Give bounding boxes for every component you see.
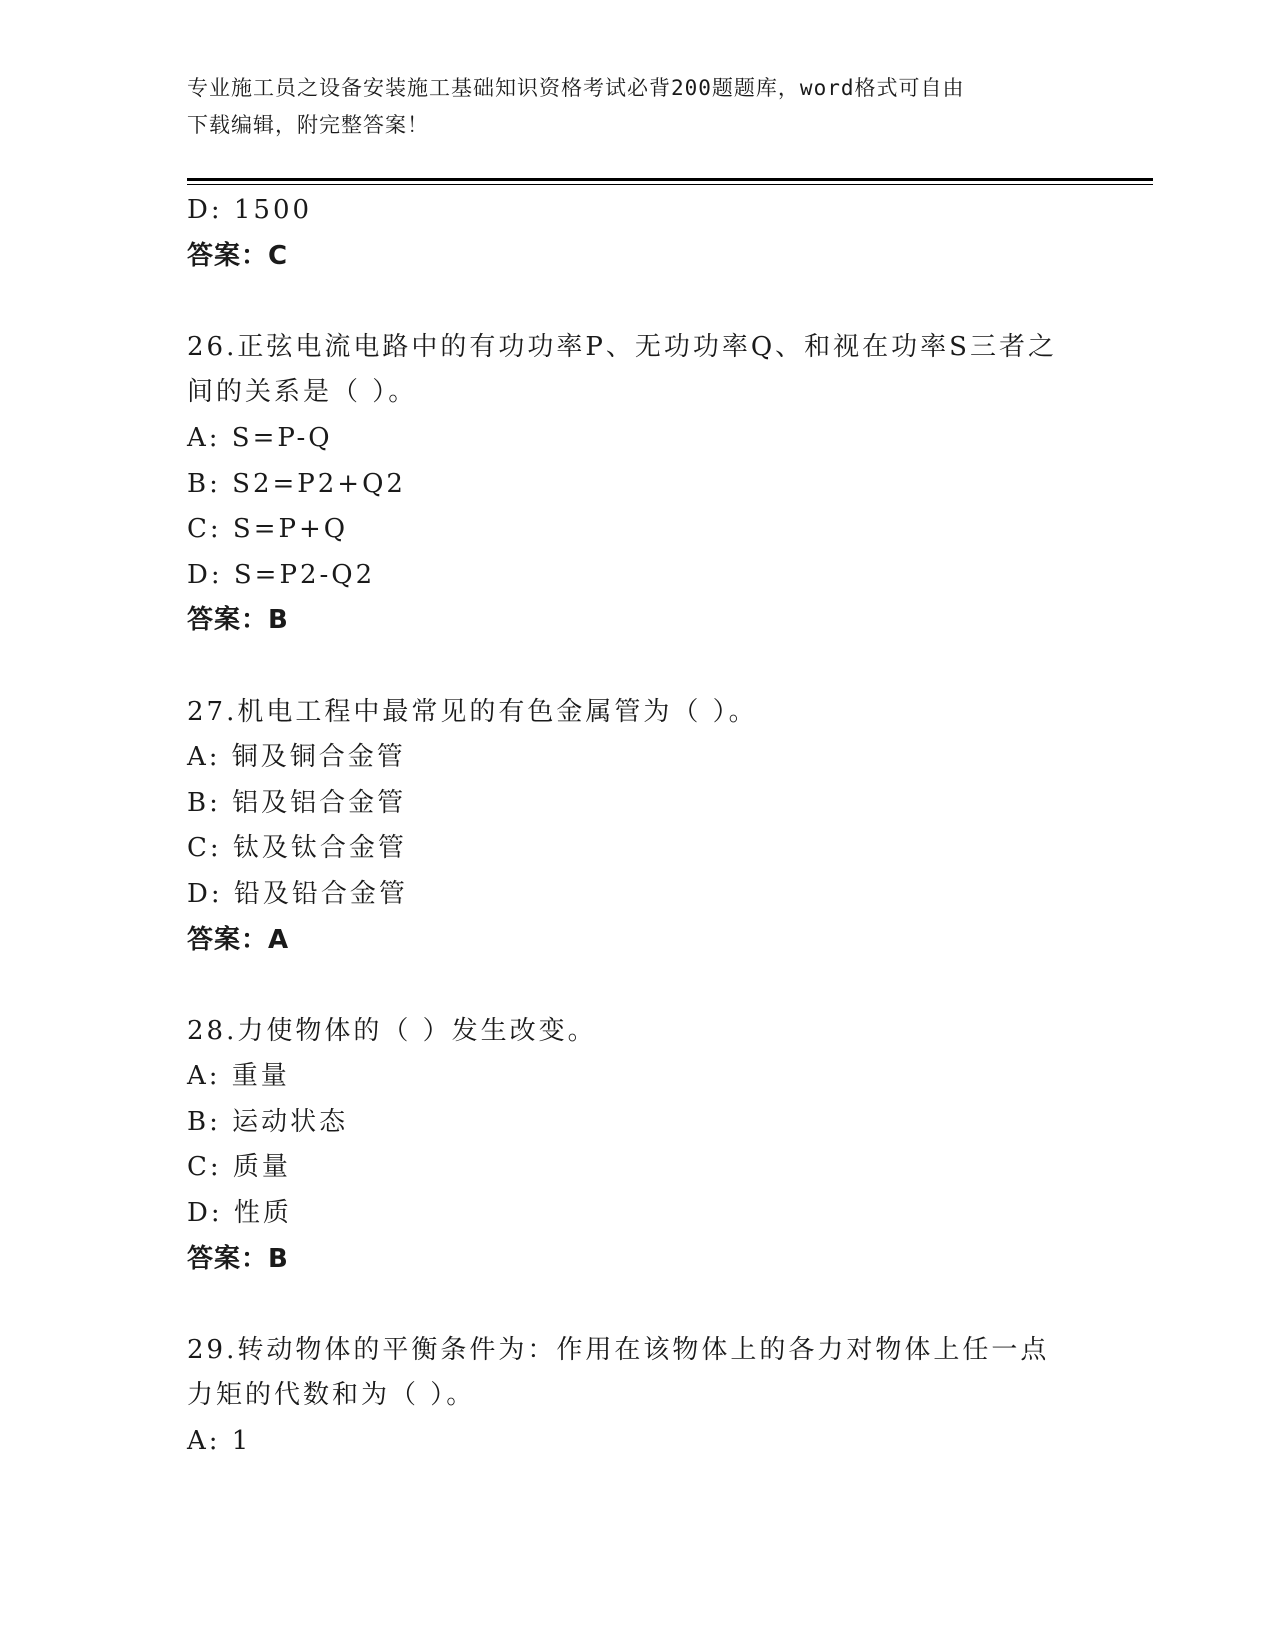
question-28-option-b: B: 运动状态 bbox=[187, 1106, 349, 1137]
spacer bbox=[187, 1282, 1087, 1328]
question-27-option-c: C: 钛及钛合金管 bbox=[187, 833, 407, 864]
question-27-option-b: B: 铝及铝合金管 bbox=[187, 787, 407, 818]
header-line-1: 专业施工员之设备安装施工基础知识资格考试必背200题题库，word格式可自由 bbox=[187, 76, 965, 100]
question-26-stem: 26.正弦电流电路中的有功功率P、无功功率Q、和视在功率S三者之间的关系是（ ）。 bbox=[187, 331, 1057, 408]
spacer bbox=[187, 644, 1087, 690]
question-26-option-c: C: S=P+Q bbox=[187, 514, 349, 545]
question-26-option-b: B: S2=P2+Q2 bbox=[187, 468, 406, 499]
document-body bbox=[187, 188, 1087, 1465]
document-header bbox=[187, 70, 1087, 144]
question-27-stem: 27.机电工程中最常见的有色金属管为（ ）。 bbox=[187, 696, 758, 727]
question-26-option-a: A: S=P-Q bbox=[187, 422, 333, 453]
question-28-option-a: A: 重量 bbox=[187, 1061, 290, 1092]
question-28-option-c: C: 质量 bbox=[187, 1152, 291, 1183]
spacer bbox=[187, 963, 1087, 1009]
spacer bbox=[187, 279, 1087, 325]
question-29-stem: 29.转动物体的平衡条件为：作用在该物体上的各力对物体上任一点力矩的代数和为（ ）。 bbox=[187, 1334, 1050, 1411]
header-divider-thick bbox=[187, 178, 1153, 181]
prev-answer: 答案：C bbox=[187, 240, 289, 271]
header-line-2: 下载编辑，附完整答案！ bbox=[187, 113, 429, 137]
header-divider-thin bbox=[187, 184, 1153, 185]
question-29-option-a: A: 1 bbox=[187, 1426, 252, 1457]
question-27-answer: 答案：A bbox=[187, 924, 290, 955]
question-28-answer: 答案：B bbox=[187, 1243, 289, 1274]
question-26-answer: 答案：B bbox=[187, 605, 289, 636]
question-28-stem: 28.力使物体的（ ）发生改变。 bbox=[187, 1015, 597, 1046]
question-26-option-d: D: S=P2-Q2 bbox=[187, 559, 376, 590]
question-28-option-d: D: 性质 bbox=[187, 1198, 292, 1229]
question-27-option-a: A: 铜及铜合金管 bbox=[187, 742, 406, 773]
prev-option-d: D: 1500 bbox=[187, 195, 313, 225]
question-27-option-d: D: 铅及铅合金管 bbox=[187, 878, 408, 909]
